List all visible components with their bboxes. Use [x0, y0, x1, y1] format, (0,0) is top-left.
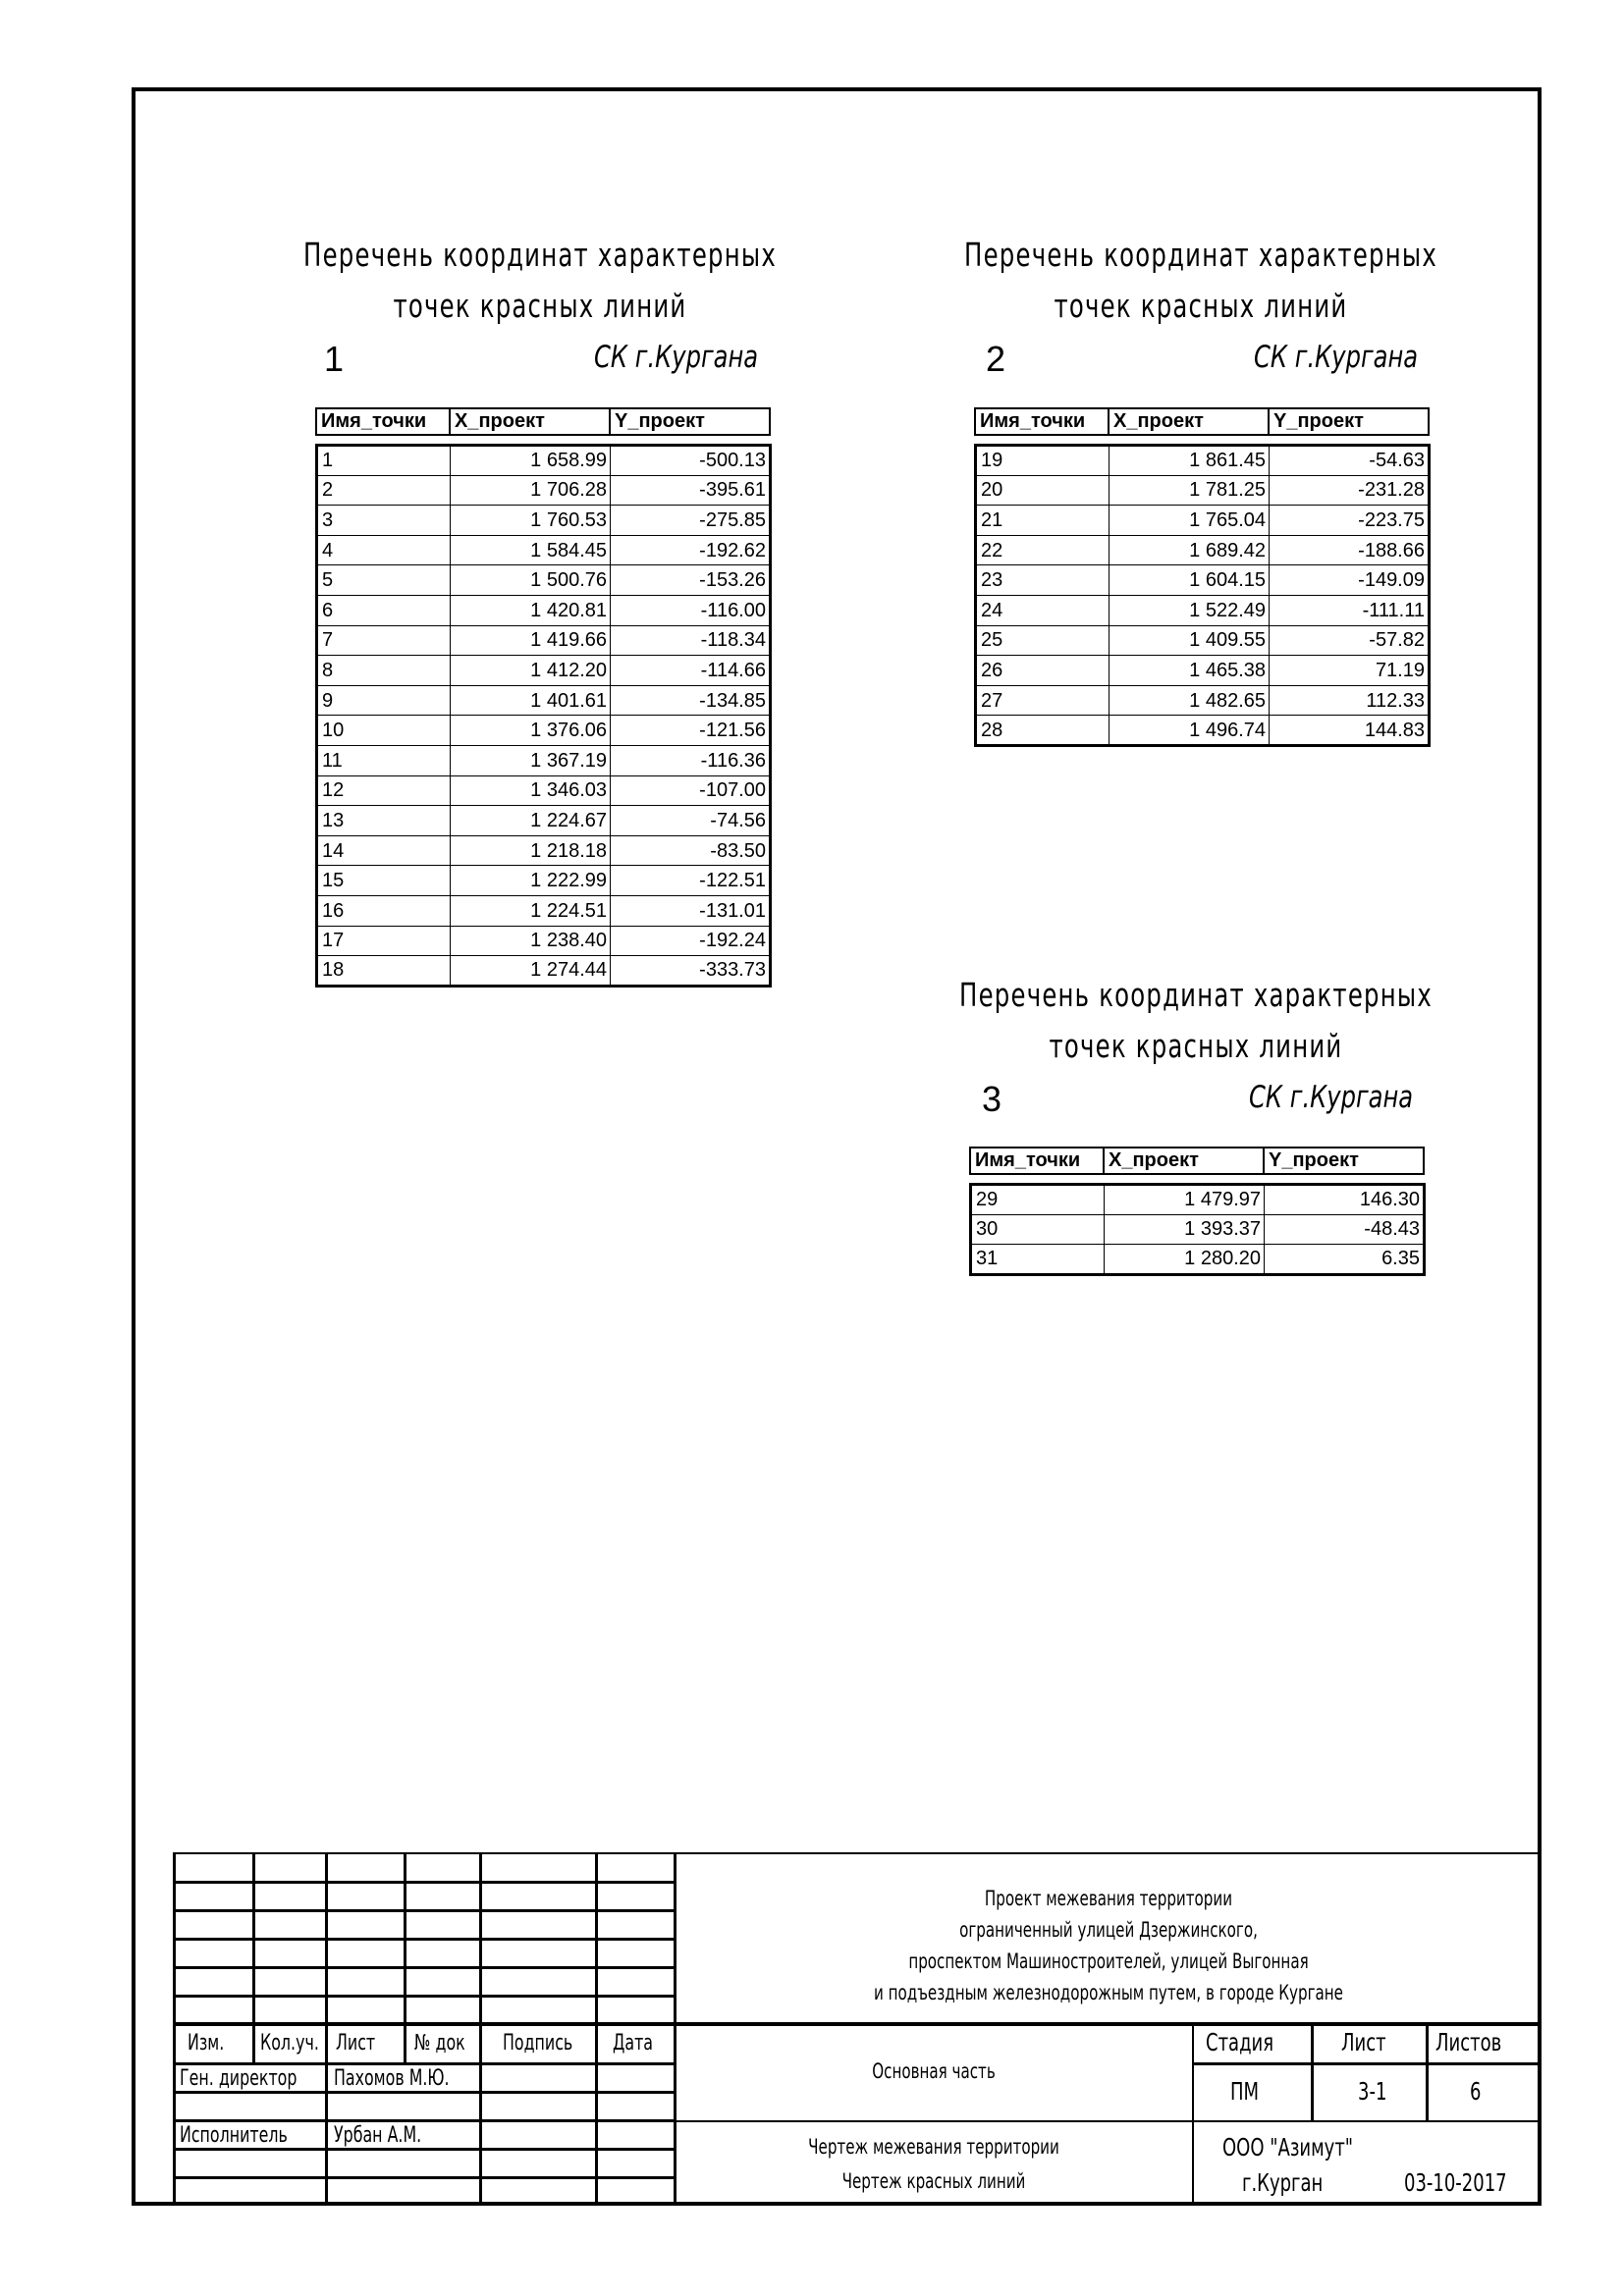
- table-row: [976, 475, 1430, 506]
- y-coordinate-cell: -395.61: [611, 475, 771, 506]
- point-name-cell: 19: [976, 446, 1110, 476]
- point-name-cell: 8: [317, 656, 451, 686]
- x-coordinate-cell: 1 765.04: [1110, 506, 1270, 536]
- sheet-title: Чертеж межевания территории Чертеж красных линий: [808, 2135, 1059, 2193]
- table-row: [976, 656, 1430, 686]
- divider: [173, 1852, 176, 2206]
- y-coordinate-cell: 144.83: [1270, 716, 1430, 746]
- column-header: X_проект: [1109, 408, 1269, 435]
- role-director: Ген. директор: [180, 2066, 298, 2091]
- col-header-list: Лист: [336, 2031, 376, 2056]
- col-header-doc-no: № док: [414, 2031, 465, 2056]
- x-coordinate-cell: 1 496.74: [1110, 716, 1270, 746]
- point-name-cell: 10: [317, 716, 451, 746]
- col-header-izm: Изм.: [188, 2031, 225, 2056]
- y-coordinate-cell: -121.56: [611, 716, 771, 746]
- point-name-cell: 17: [317, 926, 451, 956]
- table-row: [317, 866, 771, 896]
- stage-label: Стадия: [1206, 2028, 1274, 2056]
- x-coordinate-cell: 1 706.28: [451, 475, 611, 506]
- point-name-cell: 13: [317, 806, 451, 836]
- x-coordinate-cell: 1 376.06: [451, 716, 611, 746]
- y-coordinate-cell: -48.43: [1265, 1214, 1425, 1245]
- table-row: [317, 745, 771, 775]
- divider: [1193, 2062, 1542, 2065]
- point-name-cell: 18: [317, 956, 451, 987]
- table-row: [976, 565, 1430, 596]
- coordinates-table: [974, 444, 1431, 747]
- x-coordinate-cell: 1 393.37: [1105, 1214, 1265, 1245]
- sheets-label: Листов: [1435, 2028, 1502, 2056]
- divider: [674, 1852, 677, 2206]
- divider: [174, 1995, 675, 1998]
- point-name-cell: 12: [317, 775, 451, 806]
- divider: [174, 1938, 675, 1941]
- table-row: [317, 565, 771, 596]
- table-row: [317, 895, 771, 926]
- x-coordinate-cell: 1 274.44: [451, 956, 611, 987]
- y-coordinate-cell: -122.51: [611, 866, 771, 896]
- x-coordinate-cell: 1 604.15: [1110, 565, 1270, 596]
- sheets-value: 6: [1470, 2077, 1482, 2106]
- column-header: Y_проект: [610, 408, 770, 435]
- role-executor: Исполнитель: [180, 2123, 288, 2148]
- project-title: Проект межевания территории ограниченный улицей Дзержинского, проспектом Машиностроителей, улицей Выгонная и подъездным железнодорожным путем, в городе Кургане: [874, 1887, 1343, 2004]
- coordinate-system-label: СК г.Кургана: [594, 340, 759, 375]
- table-row: [317, 535, 771, 565]
- divider: [1311, 2024, 1314, 2121]
- column-header: Имя_точки: [970, 1148, 1104, 1174]
- y-coordinate-cell: -333.73: [611, 956, 771, 987]
- divider: [174, 1909, 675, 1912]
- table-row: [976, 716, 1430, 746]
- y-coordinate-cell: -57.82: [1270, 625, 1430, 656]
- y-coordinate-cell: -83.50: [611, 835, 771, 866]
- table-row: [976, 625, 1430, 656]
- table-row: [976, 595, 1430, 625]
- point-name-cell: 3: [317, 506, 451, 536]
- x-coordinate-cell: 1 224.67: [451, 806, 611, 836]
- divider: [174, 2022, 1542, 2026]
- x-coordinate-cell: 1 689.42: [1110, 535, 1270, 565]
- y-coordinate-cell: -107.00: [611, 775, 771, 806]
- table-row: [317, 506, 771, 536]
- point-name-cell: 4: [317, 535, 451, 565]
- x-coordinate-cell: 1 500.76: [451, 565, 611, 596]
- sheet-value: 3-1: [1358, 2077, 1387, 2106]
- x-coordinate-cell: 1 482.65: [1110, 685, 1270, 716]
- table-row: [976, 506, 1430, 536]
- col-header-signature: Подпись: [503, 2031, 573, 2056]
- column-header: X_проект: [450, 408, 610, 435]
- point-name-cell: 2: [317, 475, 451, 506]
- x-coordinate-cell: 1 401.61: [451, 685, 611, 716]
- point-name-cell: 22: [976, 535, 1110, 565]
- y-coordinate-cell: -74.56: [611, 806, 771, 836]
- table-header: [315, 407, 771, 436]
- x-coordinate-cell: 1 224.51: [451, 895, 611, 926]
- point-name-cell: 14: [317, 835, 451, 866]
- y-coordinate-cell: -192.24: [611, 926, 771, 956]
- x-coordinate-cell: 1 412.20: [451, 656, 611, 686]
- stage-value: ПМ: [1230, 2077, 1260, 2106]
- x-coordinate-cell: 1 522.49: [1110, 595, 1270, 625]
- col-header-date: Дата: [613, 2031, 654, 2056]
- y-coordinate-cell: -500.13: [611, 446, 771, 476]
- point-name-cell: 21: [976, 506, 1110, 536]
- x-coordinate-cell: 1 218.18: [451, 835, 611, 866]
- column-header: Y_проект: [1269, 408, 1429, 435]
- table-row: [976, 446, 1430, 476]
- point-name-cell: 29: [971, 1185, 1105, 1215]
- point-name-cell: 5: [317, 565, 451, 596]
- divider: [479, 1852, 482, 2206]
- x-coordinate-cell: 1 584.45: [451, 535, 611, 565]
- coordinate-system-label: СК г.Кургана: [1249, 1080, 1414, 1115]
- name-director: Пахомов М.Ю.: [334, 2066, 450, 2091]
- divider: [595, 1852, 598, 2206]
- divider: [325, 1852, 328, 2206]
- col-header-kol-uch: Кол.уч.: [260, 2031, 319, 2056]
- section-number: 1: [324, 339, 345, 379]
- divider: [174, 1852, 1542, 1854]
- x-coordinate-cell: 1 238.40: [451, 926, 611, 956]
- section-number: 2: [986, 339, 1006, 379]
- x-coordinate-cell: 1 658.99: [451, 446, 611, 476]
- point-name-cell: 24: [976, 595, 1110, 625]
- divider: [404, 1852, 406, 2064]
- coordinates-table: [969, 1183, 1426, 1276]
- part-label: Основная часть: [872, 2059, 996, 2083]
- column-header: Y_проект: [1264, 1148, 1424, 1174]
- y-coordinate-cell: -131.01: [611, 895, 771, 926]
- table-row: [976, 685, 1430, 716]
- column-header: Имя_точки: [975, 408, 1109, 435]
- name-executor: Урбан А.М.: [334, 2123, 422, 2148]
- point-name-cell: 23: [976, 565, 1110, 596]
- y-coordinate-cell: -192.62: [611, 535, 771, 565]
- column-header: X_проект: [1104, 1148, 1264, 1174]
- y-coordinate-cell: -223.75: [1270, 506, 1430, 536]
- y-coordinate-cell: -134.85: [611, 685, 771, 716]
- point-name-cell: 15: [317, 866, 451, 896]
- section-number: 3: [982, 1079, 1002, 1119]
- x-coordinate-cell: 1 419.66: [451, 625, 611, 656]
- x-coordinate-cell: 1 861.45: [1110, 446, 1270, 476]
- table-row: [317, 625, 771, 656]
- x-coordinate-cell: 1 280.20: [1105, 1245, 1265, 1275]
- point-name-cell: 26: [976, 656, 1110, 686]
- y-coordinate-cell: -118.34: [611, 625, 771, 656]
- table-row: [971, 1185, 1425, 1215]
- table-row: [317, 926, 771, 956]
- table-row: [317, 595, 771, 625]
- x-coordinate-cell: 1 367.19: [451, 745, 611, 775]
- y-coordinate-cell: -111.11: [1270, 595, 1430, 625]
- point-name-cell: 1: [317, 446, 451, 476]
- divider: [252, 1852, 255, 2064]
- x-coordinate-cell: 1 760.53: [451, 506, 611, 536]
- x-coordinate-cell: 1 465.38: [1110, 656, 1270, 686]
- point-name-cell: 9: [317, 685, 451, 716]
- point-name-cell: 30: [971, 1214, 1105, 1245]
- column-header: Имя_точки: [316, 408, 450, 435]
- coordinate-system-label: СК г.Кургана: [1254, 340, 1419, 375]
- table-row: [317, 656, 771, 686]
- x-coordinate-cell: 1 346.03: [451, 775, 611, 806]
- coordinates-table: [315, 444, 772, 988]
- divider: [174, 1966, 675, 1969]
- point-name-cell: 6: [317, 595, 451, 625]
- x-coordinate-cell: 1 420.81: [451, 595, 611, 625]
- section-heading: Перечень координат характерных точек красных линий: [303, 236, 777, 325]
- y-coordinate-cell: 146.30: [1265, 1185, 1425, 1215]
- table-header: [974, 407, 1430, 436]
- point-name-cell: 25: [976, 625, 1110, 656]
- divider: [174, 1881, 675, 1884]
- point-name-cell: 16: [317, 895, 451, 926]
- point-name-cell: 31: [971, 1245, 1105, 1275]
- section-heading: Перечень координат характерных точек красных линий: [959, 976, 1433, 1065]
- x-coordinate-cell: 1 479.97: [1105, 1185, 1265, 1215]
- table-row: [976, 535, 1430, 565]
- y-coordinate-cell: -149.09: [1270, 565, 1430, 596]
- y-coordinate-cell: -114.66: [611, 656, 771, 686]
- point-name-cell: 28: [976, 716, 1110, 746]
- table-row: [317, 835, 771, 866]
- table-row: [317, 806, 771, 836]
- divider: [174, 2176, 675, 2179]
- city: г.Курган: [1242, 2168, 1324, 2197]
- table-row: [317, 475, 771, 506]
- point-name-cell: 7: [317, 625, 451, 656]
- point-name-cell: 27: [976, 685, 1110, 716]
- x-coordinate-cell: 1 781.25: [1110, 475, 1270, 506]
- section-heading: Перечень координат характерных точек красных линий: [964, 236, 1437, 325]
- y-coordinate-cell: 112.33: [1270, 685, 1430, 716]
- x-coordinate-cell: 1 222.99: [451, 866, 611, 896]
- y-coordinate-cell: -275.85: [611, 506, 771, 536]
- y-coordinate-cell: -54.63: [1270, 446, 1430, 476]
- point-name-cell: 11: [317, 745, 451, 775]
- x-coordinate-cell: 1 409.55: [1110, 625, 1270, 656]
- divider: [1426, 2024, 1429, 2121]
- divider: [1192, 2024, 1194, 2206]
- y-coordinate-cell: -188.66: [1270, 535, 1430, 565]
- sheet-label: Лист: [1341, 2028, 1386, 2056]
- y-coordinate-cell: -231.28: [1270, 475, 1430, 506]
- table-row: [317, 446, 771, 476]
- point-name-cell: 20: [976, 475, 1110, 506]
- y-coordinate-cell: -116.36: [611, 745, 771, 775]
- table-row: [317, 716, 771, 746]
- table-row: [971, 1214, 1425, 1245]
- y-coordinate-cell: 6.35: [1265, 1245, 1425, 1275]
- table-row: [317, 775, 771, 806]
- table-row: [971, 1245, 1425, 1275]
- y-coordinate-cell: -116.00: [611, 595, 771, 625]
- date: 03-10-2017: [1404, 2168, 1507, 2197]
- organization: ООО "Азимут": [1222, 2133, 1354, 2162]
- y-coordinate-cell: 71.19: [1270, 656, 1430, 686]
- y-coordinate-cell: -153.26: [611, 565, 771, 596]
- table-row: [317, 956, 771, 987]
- divider: [676, 2120, 1542, 2122]
- table-row: [317, 685, 771, 716]
- table-header: [969, 1147, 1425, 1175]
